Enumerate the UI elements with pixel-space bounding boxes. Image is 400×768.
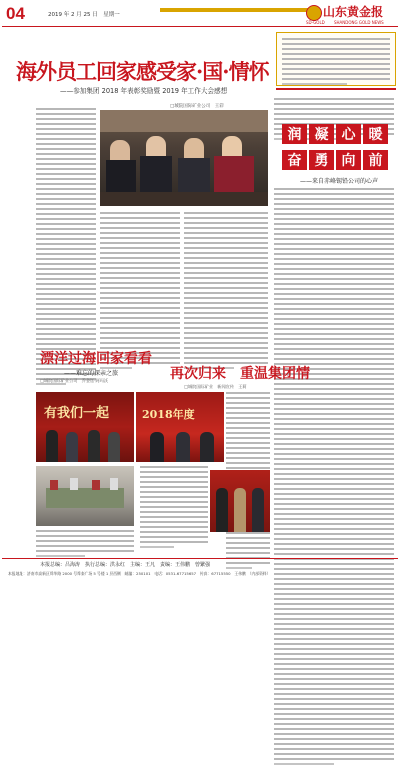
award-photo	[136, 392, 224, 462]
lower-left-article-text	[36, 530, 134, 560]
slogan-char: 勇	[309, 150, 334, 170]
slogan-char: 心	[336, 124, 361, 144]
main-headline: 海外员工回家感受家·国·情怀	[16, 59, 269, 84]
logo-subtitle: SHANDONG GOLD NEWS	[334, 20, 384, 25]
header-gold-bar	[160, 8, 310, 12]
banquet-photo	[36, 392, 134, 462]
main-byline: □城院国际矿业公司 王彩	[170, 104, 224, 109]
logo-title: 山东黄金报	[323, 5, 384, 19]
slogan-char: 凝	[309, 124, 334, 144]
left-article-text	[36, 108, 96, 388]
ceremony-photo	[210, 470, 270, 532]
banner-text: 有我们一起	[44, 406, 110, 421]
lower-middle-headline: 再次归来 重温集团情	[170, 366, 310, 382]
lower-left-subheadline: ——难忘的探亲之旅	[64, 370, 119, 377]
footer-rule	[2, 558, 398, 559]
slogan-panel	[282, 124, 390, 172]
lower-left-headline: 漂洋过海回家看看	[40, 351, 152, 367]
intro-box-divider	[276, 88, 396, 90]
lower-middle-article-text	[140, 466, 208, 551]
lower-left-byline: □城院国际矿业公司 乔金钰·阿玛沃	[40, 378, 109, 383]
mine-model-photo	[36, 466, 134, 526]
intro-box	[276, 32, 396, 86]
year-label: 2018年度	[142, 408, 195, 421]
logo-en: SD-GOLD	[306, 20, 325, 25]
slogan-char: 暖	[363, 124, 388, 144]
page-number: 04	[6, 4, 25, 23]
meeting-photo	[100, 110, 268, 206]
slogan-char: 向	[336, 150, 361, 170]
footer-address: 本报地址：济南市高新区舜华路 2000 号舜泰广场 5 号楼 1 层西侧 邮编：250101 电话：0531-67715657 传真：67715550 王伟鹏 （内部资料）	[8, 571, 271, 576]
lower-middle-byline: □城院国际矿业 新闻宣传 王莉	[184, 384, 247, 389]
header-rule	[2, 26, 398, 27]
issue-date: 2019 年 2 月 25 日 星期一	[48, 12, 120, 18]
main-subtitle: ——参加集团 2018 年表彰奖励暨 2019 年工作大会感想	[60, 87, 228, 95]
newspaper-logo	[306, 3, 398, 25]
middle-article-col-2	[184, 212, 268, 372]
right-article-text	[274, 188, 394, 768]
slogan-char: 润	[282, 124, 307, 144]
slogan-subtitle: ——来自赤峰锡铅公司的心声	[300, 178, 379, 185]
slogan-char: 前	[363, 150, 388, 170]
logo-emblem-icon	[306, 5, 322, 21]
footer-credits: 本报总编：吕海涛 执行总编：洪永红 主编：王凡 责编：王伟鹏 曾繁强	[40, 562, 211, 568]
slogan-char: 奋	[282, 150, 307, 170]
intro-box-text	[282, 38, 390, 88]
